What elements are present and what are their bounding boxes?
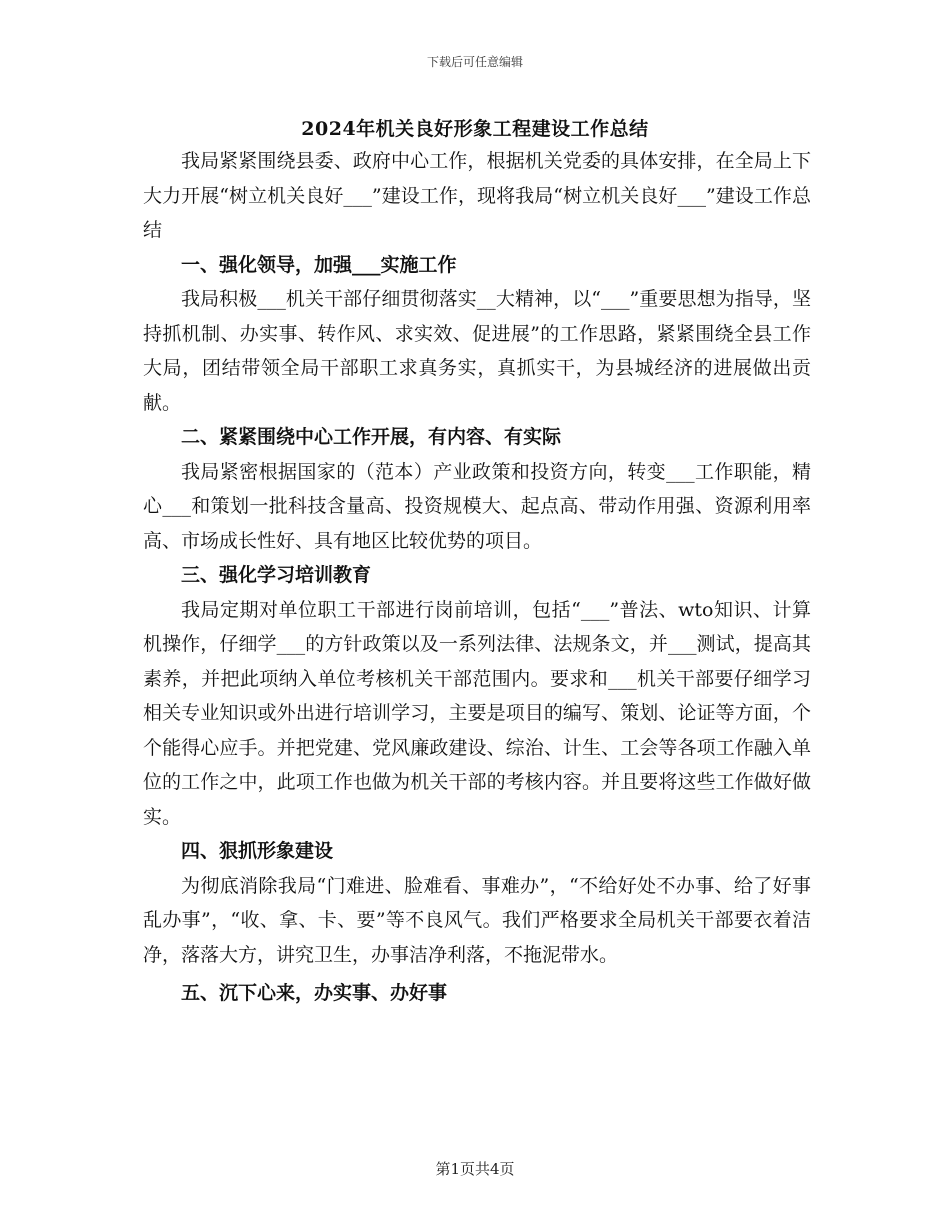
section-heading-1: 一、强化领导，加强___实施工作 — [181, 253, 457, 276]
intro-paragraph: 我局紧紧围绕县委、政府中心工作，根据机关党委的具体安排，在全局上下大力开展“树立机关良好___”建设工作，现将我局“树立机关良好___”建设工作总结 — [143, 150, 811, 241]
section-paragraph-1: 我局积极___机关干部仔细贯彻落实__大精神，以“___”重要思想为指导，坚持抓机制、办实事、转作风、求实效、促进展”的工作思路，紧紧围绕全县工作大局，团结带领全局干部职工求真务实，真抓实干，为县城经济的进展做出贡献。 — [143, 288, 811, 414]
page-number: 第1页共4页 — [435, 1160, 515, 1178]
header-note: 下载后可任意编辑 — [426, 55, 523, 69]
section-paragraph-4: 为彻底消除我局“门难进、脸难看、事难办”，“不给好处不办事、给了好事乱办事”，“收、拿、卡、要”等不良风气。我们严格要求全局机关干部要衣着洁净，落落大方，讲究卫生，办事洁净利落，不拖泥带水。 — [143, 874, 811, 966]
section-heading-4: 四、狠抓形象建设 — [181, 840, 334, 862]
document-body — [143, 144, 811, 1011]
section-paragraph-2: 我局紧密根据国家的（范本）产业政策和投资方向，转变___工作职能，精心___和策划一批科技含量高、投资规模大、起点高、带动作用强、资源利用率高、市场成长性好、具有地区比较优势的项目。 — [143, 460, 811, 552]
section-heading-3: 三、强化学习培训教育 — [181, 564, 372, 586]
section-paragraph-3: 我局定期对单位职工干部进行岗前培训，包括“___”普法、wto知识、计算机操作，仔细学___的方针政策以及一系列法律、法规条文，并___测试，提高其素养，并把此项纳入单位考核机关干部范围内。要求和___机关干部要仔细学习相关专业知识或外出进行培训学习，主要是项目的编写、策划、论证等方面，个个能得心应手。并把党建、党风廉政建设、综治、计生、工会等各项工作融入单位的工作之中，此项工作也做为机关干部的考核内容。并且要将这些工作做好做实。 — [143, 598, 811, 828]
section-heading-2: 二、紧紧围绕中心工作开展，有内容、有实际 — [181, 426, 562, 448]
document-title: 2024年机关良好形象工程建设工作总结 — [301, 118, 649, 140]
section-heading-5: 五、沉下心来，办实事、办好事 — [181, 982, 448, 1004]
